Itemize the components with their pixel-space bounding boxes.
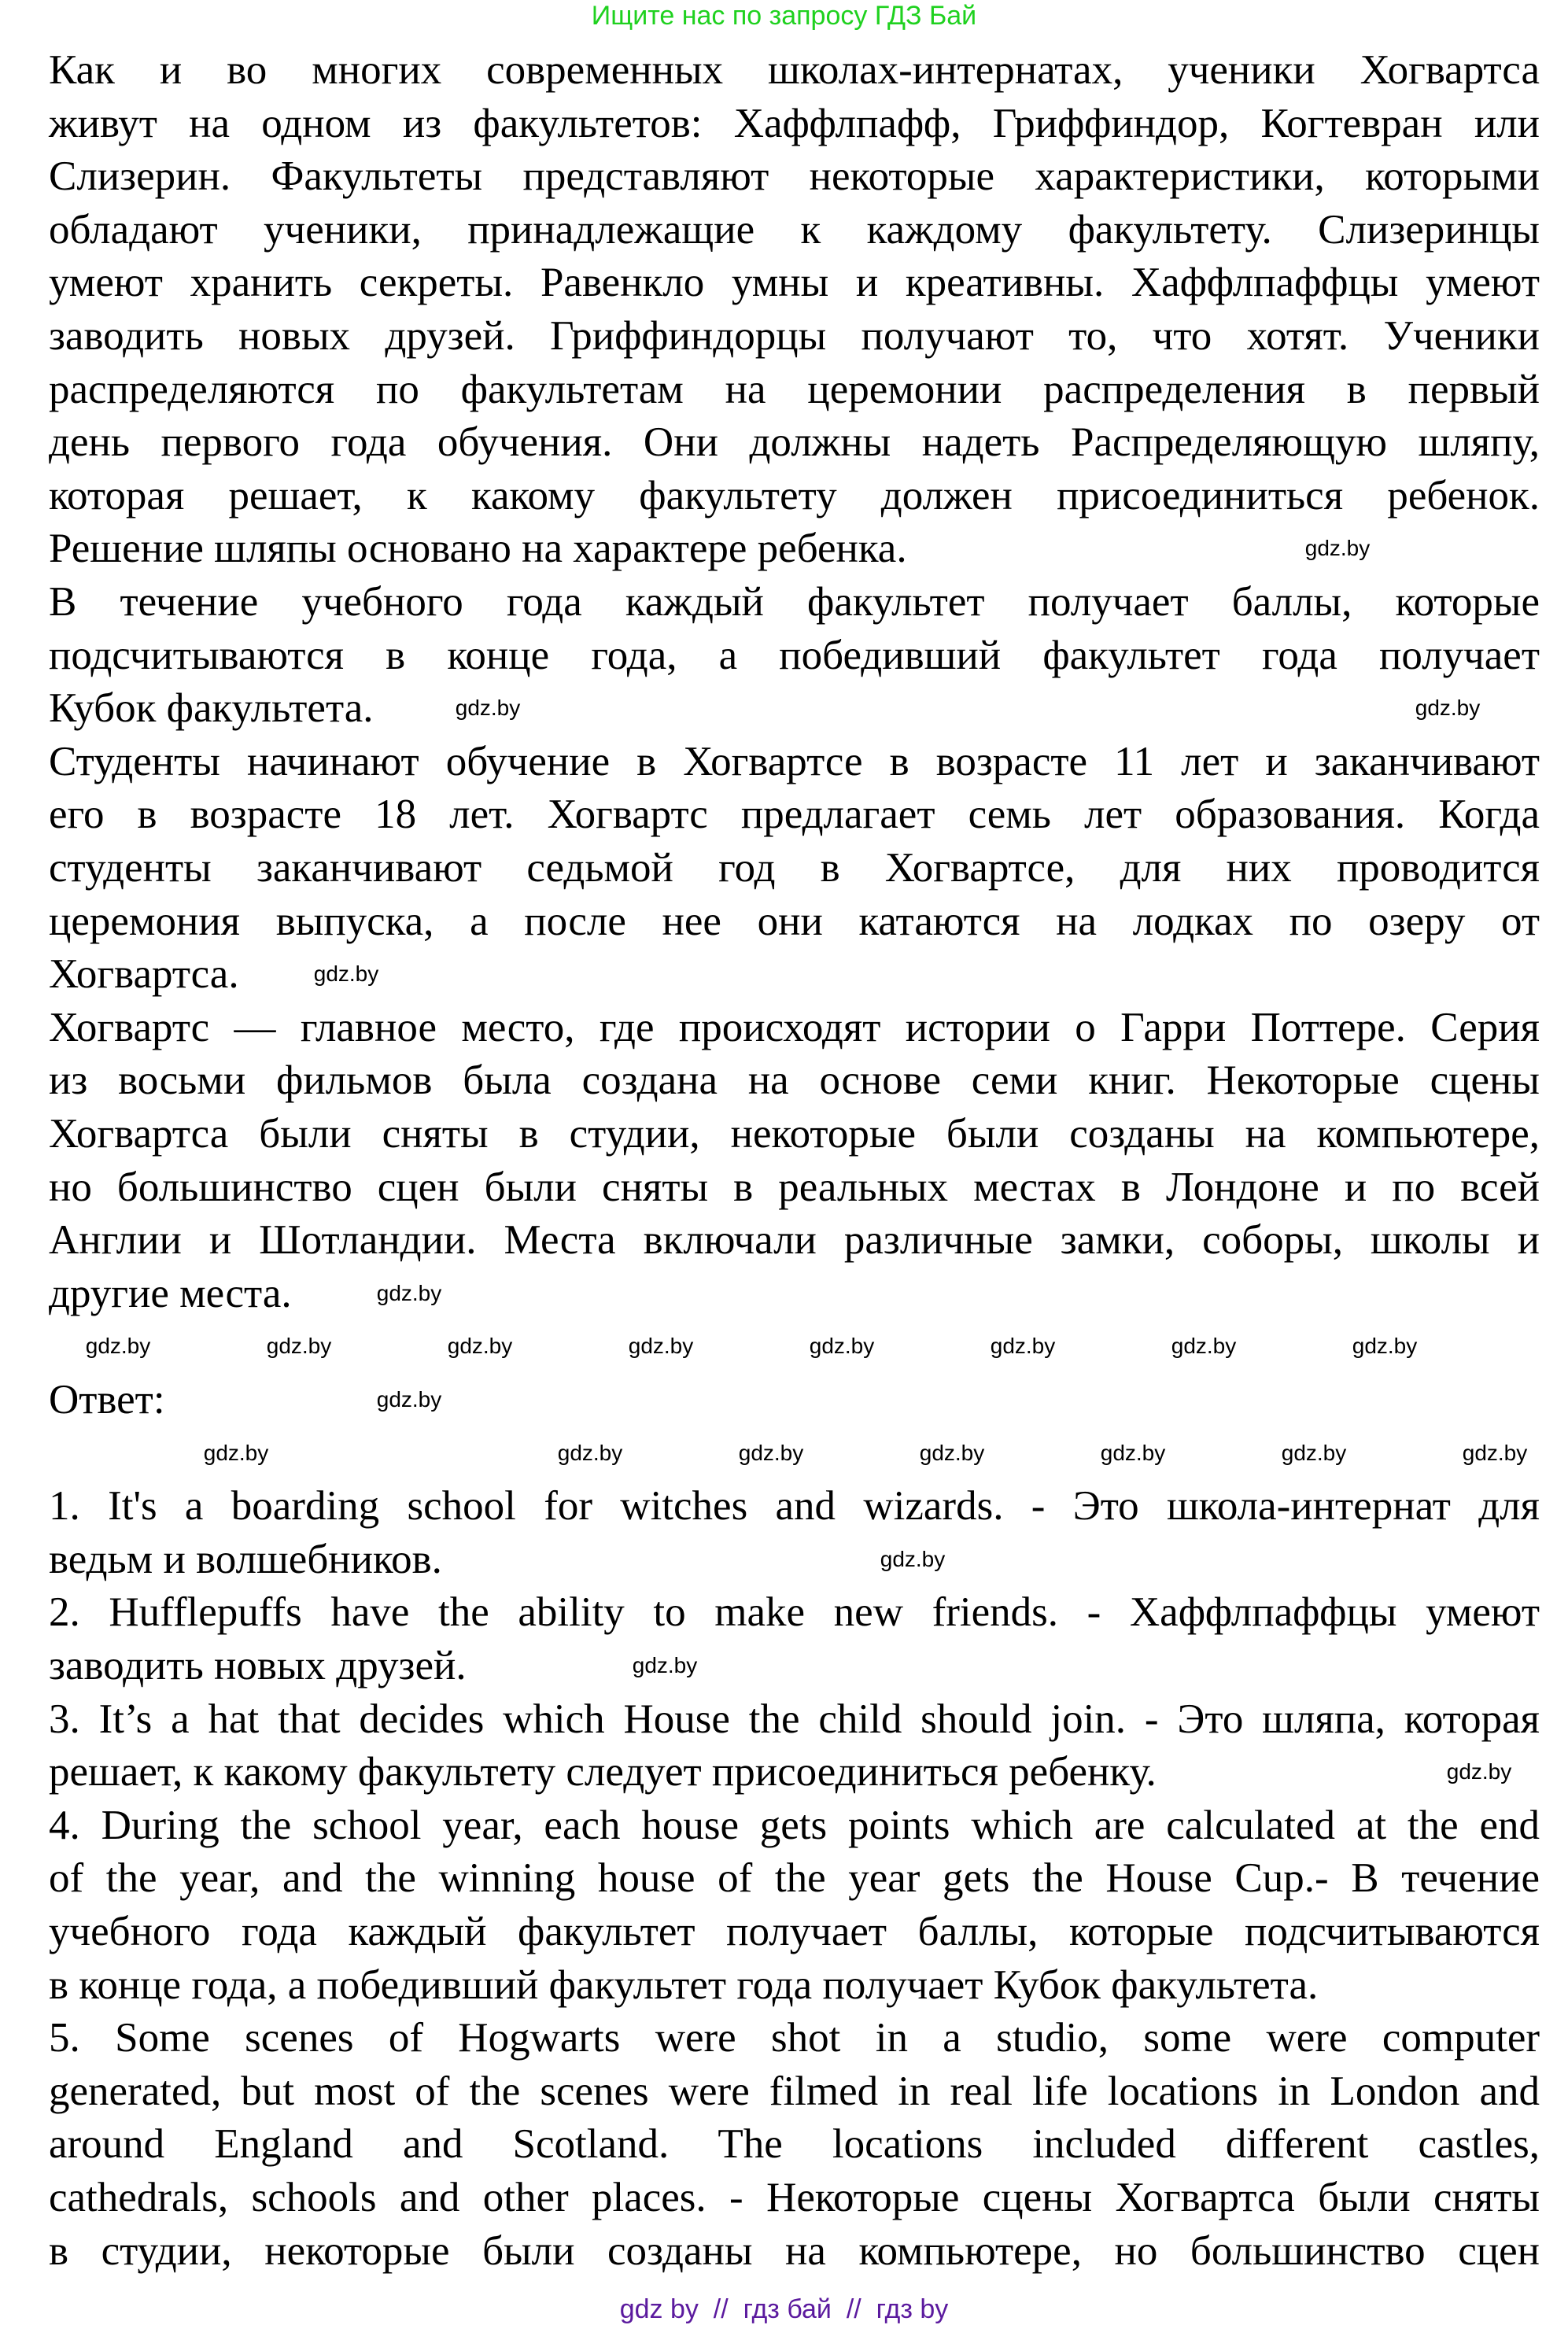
text-line: из восьми фильмов была создана на основе семи книг. Некоторые сцены (49, 1057, 1540, 1104)
watermark-text: gdz.by (447, 1334, 513, 1359)
text-line: живут на одном из факультетов: Хаффлпафф, Гриффиндор, Когтевран или (49, 100, 1540, 146)
text-line: Как и во многих современных школах-интернатах, ученики Хогвартса (49, 47, 1540, 93)
text-line: Хогвартса. (49, 951, 239, 998)
watermark-text: gdz.by (628, 1334, 694, 1359)
watermark-text: gdz.by (1415, 696, 1481, 721)
text-line: студенты заканчивают седьмой год в Хогвартсе, для них проводится (49, 845, 1540, 891)
watermark-text: gdz.by (266, 1334, 332, 1359)
text-line: Студенты начинают обучение в Хогвартсе в возрасте 11 лет и заканчивают (49, 738, 1540, 784)
text-line: другие места. (49, 1270, 292, 1316)
text-line: день первого года обучения. Они должны надеть Распределяющую шляпу, (49, 419, 1540, 466)
text-line: подсчитываются в конце года, а победивший факультет года получает (49, 632, 1540, 678)
watermark-text: gdz.by (376, 1280, 442, 1305)
answer-line: 3. It’s a hat that decides which House the child should join. - Это шляпа, которая (49, 1696, 1540, 1742)
answer-line: generated, but most of the scenes were filmed in real life locations in London and (49, 2068, 1540, 2114)
text-line: Слизерин. Факультеты представляют некоторые характеристики, которыми (49, 153, 1540, 200)
text-line: Решение шляпы основано на характере ребенка. (49, 526, 907, 572)
watermark-text: gdz.by (313, 961, 379, 987)
text-line: обладают ученики, принадлежащие к каждому факультету. Слизеринцы (49, 206, 1540, 253)
watermark-text: gdz.by (809, 1334, 875, 1359)
watermark-text: gdz.by (1462, 1440, 1528, 1465)
watermark-text: gdz.by (880, 1546, 946, 1571)
text-line: которая решает, к какому факультету должен присоединиться ребенок. (49, 472, 1540, 519)
text-line: Хогвартса были сняты в студии, некоторые были созданы на компьютере, (49, 1111, 1540, 1157)
answer-line: cathedrals, schools and other places. - Некоторые сцены Хогвартса были сняты (49, 2175, 1540, 2220)
text-line: Хогвартс — главное место, где происходят истории о Гарри Поттере. Серия (49, 1004, 1540, 1050)
watermark-text: gdz.by (85, 1334, 151, 1359)
answer-line: ведьм и волшебников. (49, 1536, 442, 1582)
answer-line: учебного года каждый факультет получает баллы, которые подсчитываются (49, 1909, 1540, 1954)
watermark-text: gdz.by (376, 1387, 442, 1412)
answer-line: of the year, and the winning house of the year gets the House Cup.- В течение (49, 1855, 1540, 1902)
watermark-text: gdz.by (738, 1440, 804, 1465)
answer-line: around England and Scotland. The locations included different castles, (49, 2121, 1540, 2168)
footer-banner: gdz by // гдз бай // гдз by (619, 2294, 949, 2324)
watermark-text: gdz.by (1446, 1759, 1512, 1784)
answer-label: Ответ: (49, 1377, 165, 1423)
text-line: церемония выпуска, а после нее они катаются на лодках по озеру от (49, 898, 1540, 944)
text-line: но большинство сцен были сняты в реальных местах в Лондоне и по всей (49, 1164, 1540, 1210)
watermark-text: gdz.by (1352, 1334, 1418, 1359)
watermark-text: gdz.by (455, 696, 521, 721)
watermark-text: gdz.by (557, 1440, 623, 1465)
watermark-text: gdz.by (632, 1653, 698, 1677)
watermark-text: gdz.by (1171, 1334, 1237, 1359)
watermark-text: gdz.by (1304, 536, 1371, 561)
watermark-text: gdz.by (919, 1440, 985, 1465)
watermark-text: gdz.by (1100, 1440, 1166, 1465)
watermark-text: gdz.by (1281, 1440, 1347, 1465)
header-banner: Ищите нас по запросу ГДЗ Бай (591, 1, 977, 31)
answer-line: 5. Some scenes of Hogwarts were shot in a studio, some were computer (49, 2015, 1540, 2061)
watermark-text: gdz.by (203, 1440, 269, 1465)
text-line: умеют хранить секреты. Равенкло умны и креативны. Хаффлпаффцы умеют (49, 260, 1540, 306)
text-line: Кубок факультета. (49, 685, 374, 732)
answer-line: 4. During the school year, each house gets points which are calculated at the end (49, 1802, 1540, 1848)
text-line: заводить новых друзей. Гриффиндорцы получают то, что хотят. Ученики (49, 313, 1540, 359)
text-line: Англии и Шотландии. Места включали различные замки, соборы, школы и (49, 1217, 1540, 1264)
text-line: В течение учебного года каждый факультет получает баллы, которые (49, 579, 1540, 625)
answer-line: 2. Hufflepuffs have the ability to make new friends. - Хаффлпаффцы умеют (49, 1589, 1540, 1636)
answer-line: заводить новых друзей. (49, 1643, 467, 1688)
answer-line: 1. It's a boarding school for witches and wizards. - Это школа-интернат для (49, 1483, 1540, 1530)
watermark-text: gdz.by (990, 1334, 1056, 1359)
answer-line: решает, к какому факультету следует присоединиться ребенку. (49, 1749, 1157, 1795)
answer-line: в студии, некоторые были созданы на компьютере, но большинство сцен (49, 2227, 1540, 2274)
text-line: его в возрасте 18 лет. Хогвартс предлагает семь лет образования. Когда (49, 792, 1540, 838)
answer-line: в конце года, а победивший факультет года получает Кубок факультета. (49, 1961, 1319, 2008)
text-line: распределяются по факультетам на церемонии распределения в первый (49, 366, 1540, 412)
